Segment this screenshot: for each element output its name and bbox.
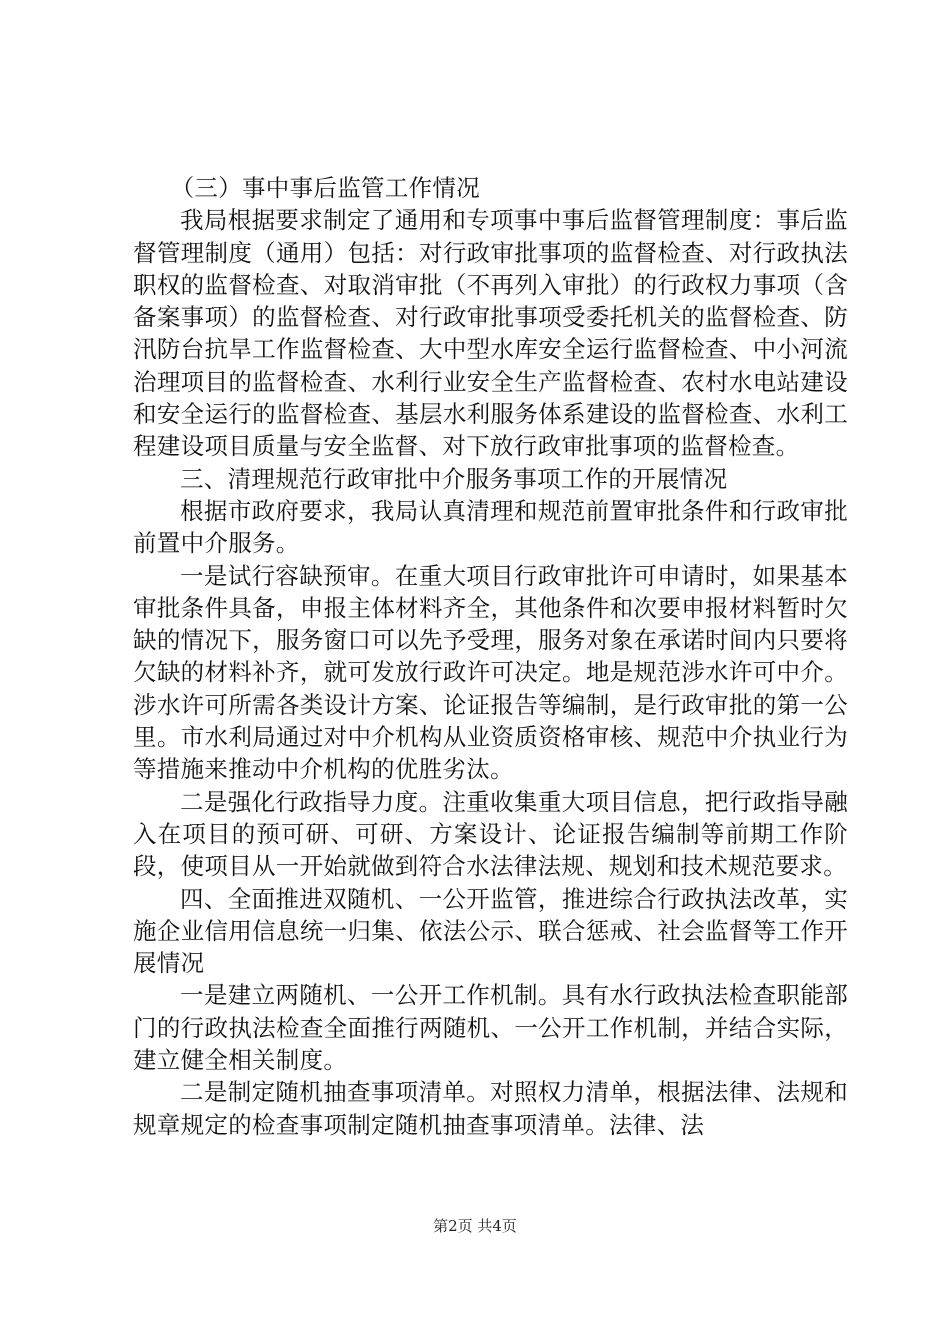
paragraph-oversight-rules: 我局根据要求制定了通用和专项事中事后监督管理制度：事后监督管理制度（通用）包括：对行政审批事项的监督检查、对行政执法职权的监督检查、对取消审批（不再列入审批）的行政权力事项（含备案事项）的监督检查、对行政审批事项受委托机关的监督检查、防汛防台抗旱工作监督检查、大中型水库安全运行监督检查、中小河流治理项目的监督检查、水利行业安全生产监督检查、农村水电站建设和安全运行的监督检查、基层水利服务体系建设的监督检查、水利工程建设项目质量与安全监督、对下放行政审批事项的监督检查。: [133, 206, 848, 461]
paragraph-intermediary-intro: 根据市政府要求，我局认真清理和规范前置审批条件和行政审批前置中介服务。: [133, 496, 848, 558]
paragraph-checklist: 二是制定随机抽查事项清单。对照权力清单，根据法律、法规和规章规定的检查事项制定随机抽查事项清单。法律、法: [133, 1078, 848, 1139]
paragraph-mechanism: 一是建立两随机、一公开工作机制。具有水行政执法检查职能部门的行政执法检查全面推行两随机、一公开工作机制，并结合实际，建立健全相关制度。: [133, 981, 848, 1075]
paragraph-trial-review: 一是试行容缺预审。在重大项目行政审批许可申请时，如果基本审批条件具备，申报主体材料齐全，其他条件和次要申报材料暂时欠缺的情况下，服务窗口可以先予受理，服务对象在承诺时间内只要将欠缺的材料补齐，就可发放行政许可决定。地是规范涉水许可中介。涉水许可所需各类设计方案、论证报告等编制，是行政审批的第一公里。市水利局通过对中介机构从业资质资格审核、规范中介执业行为等措施来推动中介机构的优胜劣汰。: [133, 561, 848, 784]
page-footer: 第2页 共4页: [433, 1217, 517, 1235]
section-heading-intermediary: 三、清理规范行政审批中介服务事项工作的开展情况: [180, 464, 728, 493]
section-heading-random-inspection: 四、全面推进双随机、一公开监管，推进综合行政执法改革，实施企业信用信息统一归集、依法公示、联合惩戒、社会监督等工作开展情况: [133, 884, 848, 978]
section-heading-oversight: （三）事中事后监管工作情况: [170, 174, 480, 202]
paragraph-guidance: 二是强化行政指导力度。注重收集重大项目信息，把行政指导融入在项目的预可研、可研、方案设计、论证报告编制等前期工作阶段，使项目从一开始就做到符合水法律法规、规划和技术规范要求。: [133, 787, 848, 881]
document-body: [133, 172, 848, 1141]
